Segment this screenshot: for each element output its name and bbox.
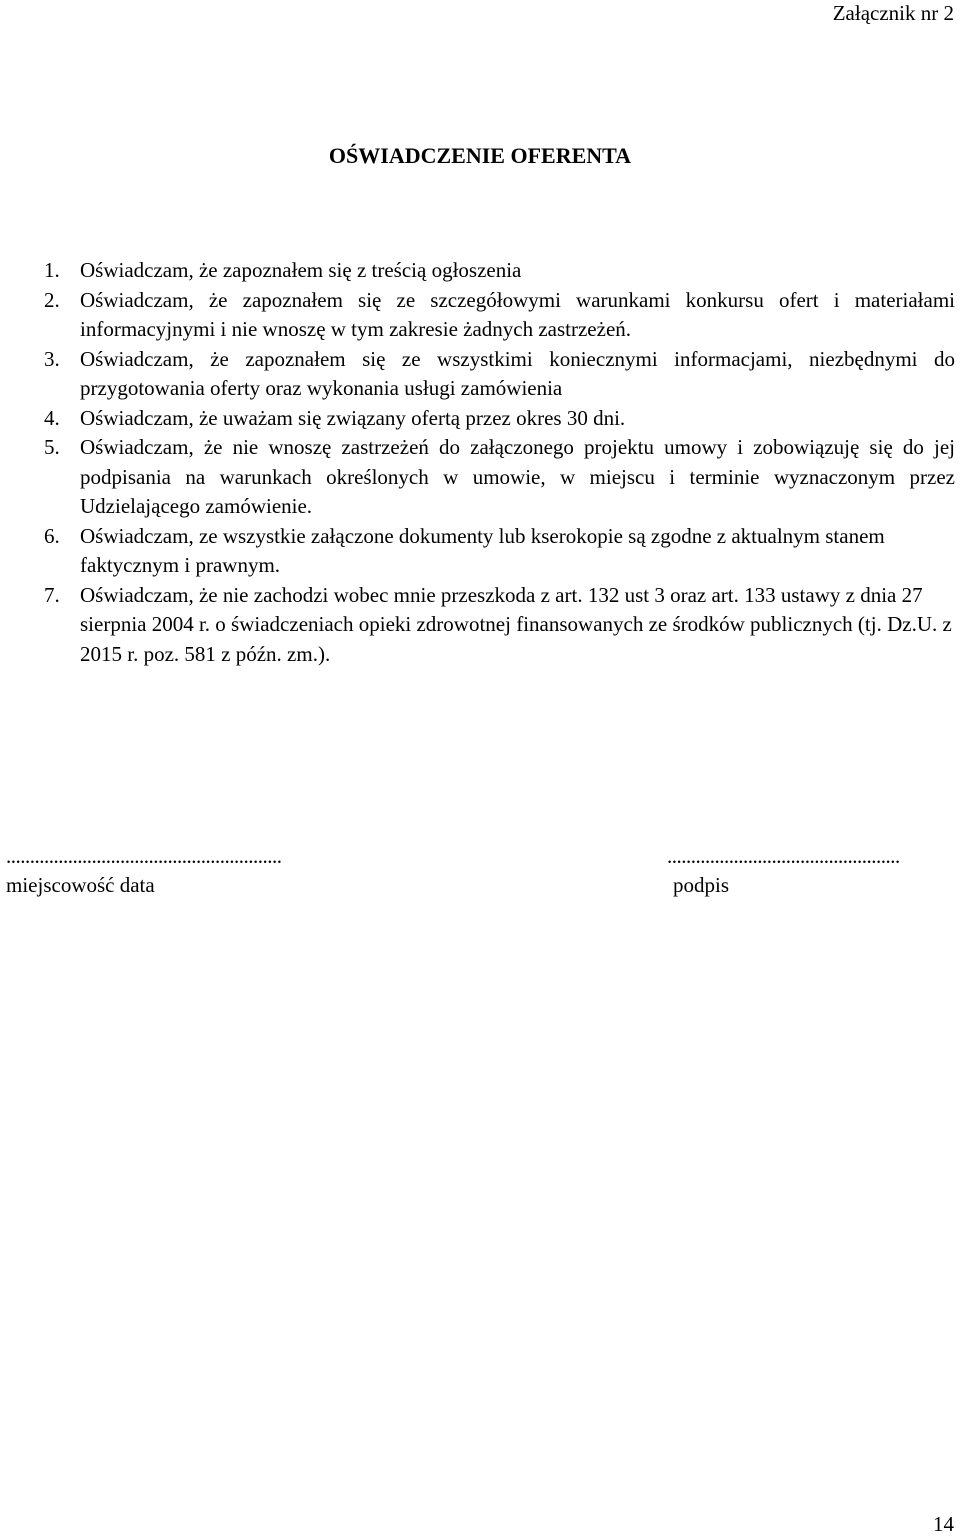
declaration-item xyxy=(44,581,955,670)
document-title: OŚWIADCZENIE OFERENTA xyxy=(328,143,632,168)
item-number: 5. xyxy=(44,435,60,459)
attachment-label: Załącznik nr 2 xyxy=(832,1,954,25)
item-text: Oświadczam, że zapoznałem się ze szczegółowymi warunkami konkursu ofert i materiałami informacyjnymi i nie wnoszę w tym zakresie żadnych zastrzeżeń. xyxy=(80,287,955,341)
item-number: 6. xyxy=(44,523,60,548)
item-text: Oświadczam, że zapoznałem się ze wszystkimi koniecznymi informacjami, niezbędnymi do przygotowania oferty oraz wykonania usługi zamówienia xyxy=(80,346,955,400)
item-number: 1. xyxy=(44,258,60,282)
declaration-item xyxy=(44,345,955,404)
item-text: Oświadczam, że nie zachodzi wobec mnie przeszkoda z art. 132 ust 3 oraz art. 133 ustawy z dnia 27 sierpnia 2004 r. o świadczeniach opieki zdrowotnej finansowanych ze środków publicznych (tj. Dz.U. z 2015 r. poz. 581 z późn. zm.). xyxy=(80,582,952,666)
declaration-item xyxy=(44,404,955,434)
item-number: 7. xyxy=(44,582,60,607)
signature-block xyxy=(667,842,900,900)
place-date-signature-block xyxy=(6,842,282,900)
item-text: Oświadczam, ze wszystkie załączone dokumenty lub kserokopie są zgodne z aktualnym stanem faktycznym i prawnym. xyxy=(80,523,885,577)
item-text: Oświadczam, że zapoznałem się z treścią ogłoszenia xyxy=(80,258,522,282)
item-number: 3. xyxy=(44,346,60,371)
signature-label: podpis xyxy=(673,873,730,897)
declaration-item xyxy=(44,522,955,581)
declaration-item xyxy=(44,286,955,345)
declaration-list xyxy=(44,256,955,669)
item-number: 2. xyxy=(44,287,60,312)
place-date-line: .......................................................... xyxy=(6,844,282,868)
signature-line: ................................................. xyxy=(667,844,900,868)
item-text: Oświadczam, że uważam się związany ofertą przez okres 30 dni. xyxy=(80,405,626,430)
item-text: Oświadczam, że nie wnoszę zastrzeżeń do załączonego projektu umowy i zobowiązuję się do jej podpisania na warunkach określonych w umowie, w miejscu i terminie wyznaczonym przez Udzielającego zamówienie. xyxy=(80,435,955,518)
place-date-label: miejscowość data xyxy=(6,873,155,897)
declaration-item xyxy=(44,256,955,286)
item-number: 4. xyxy=(44,405,60,430)
page-number: 14 xyxy=(933,1512,954,1536)
declaration-item xyxy=(44,433,955,522)
